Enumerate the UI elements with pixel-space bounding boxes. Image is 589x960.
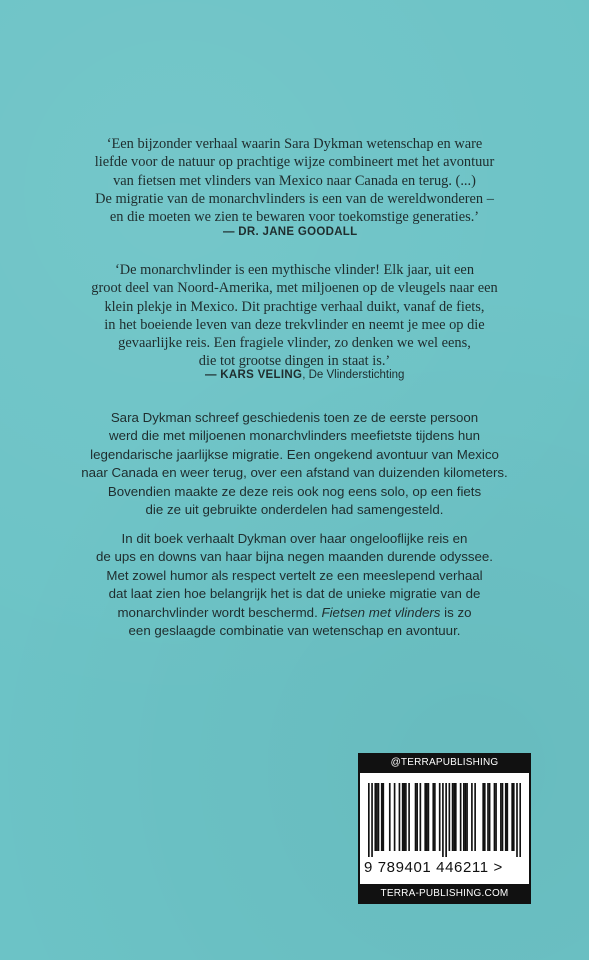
barcode-bar <box>445 783 447 857</box>
quote-line: ‘De monarchvlinder is een mythische vlinder! Elk jaar, uit een <box>114 262 475 278</box>
quote-line: van fietsen met vlinders van Mexico naar Canada en terug. (...) <box>113 172 476 189</box>
blurb-text: is zo <box>440 604 472 620</box>
blurb-line: de ups en downs van haar bijna negen maanden durende odyssee. <box>96 549 493 565</box>
barcode-bar <box>513 783 515 851</box>
barcode-bar <box>439 783 441 851</box>
barcode-bar <box>484 783 486 851</box>
barcode-bar <box>428 783 430 851</box>
barcode-panel <box>358 753 531 904</box>
blurb-line: Met zowel humor als respect vertelt ze een meeslepend verhaal <box>106 567 483 583</box>
blurb-line: een geslaagde combinatie van wetenschap en avontuur. <box>128 623 461 639</box>
publisher-website: TERRA-PUBLISHING.COM <box>358 884 531 904</box>
barcode-bar <box>452 783 454 851</box>
blurb-paragraph-2 <box>55 530 534 640</box>
barcode-bar <box>382 783 384 851</box>
barcode-bar <box>482 783 484 851</box>
quote-veling <box>60 261 529 371</box>
blurb-line: Sara Dykman schreef geschiedenis toen ze de eerste persoon <box>110 410 479 425</box>
attribution-veling <box>205 369 404 381</box>
barcode-bar <box>403 783 405 851</box>
barcode-bar <box>494 783 496 851</box>
barcode-bar <box>471 783 473 851</box>
barcode-bar <box>408 783 410 851</box>
quote-line: klein plekje in Mexico. Dit prachtige verhaal duikt, vanaf de fiets, <box>104 298 485 315</box>
barcode-bar <box>426 783 428 851</box>
book-title: Fietsen met vlinders <box>321 604 441 620</box>
barcode-bar <box>455 783 457 851</box>
quote-line: De migratie van de monarchvlinders is een van de wereldwonderen – <box>95 190 494 207</box>
attribution-org: , De Vlinderstichting <box>302 369 405 381</box>
barcode-bar <box>376 783 378 851</box>
barcode-bar <box>516 783 518 857</box>
quote-line: liefde voor de natuur op prachtige wijze combineert met het avontuur <box>94 154 495 171</box>
barcode-bar <box>505 783 507 851</box>
barcode-bar <box>434 783 436 851</box>
quote-line: en die moeten we zien te bewaren voor toekomstige generaties.’ <box>109 209 480 226</box>
quote-line: gevaarlijke reis. Een fragiele vlinder, zo denken we wel eens, <box>118 335 471 352</box>
isbn-digits: 9 789401 446211 > <box>364 859 503 876</box>
barcode-bar <box>424 783 426 851</box>
blurb-line: Bovendien maakte ze deze reis ook nog eens solo, op een fiets <box>107 483 482 499</box>
blurb-line: werd die met miljoenen monarchvlinders meefietste tijdens hun <box>108 428 481 444</box>
barcode-bar <box>489 783 491 851</box>
quote-line: ‘Een bijzonder verhaal waarin Sara Dykman wetenschap en ware <box>106 136 483 152</box>
attribution-goodall <box>223 226 357 238</box>
barcode-bar <box>502 783 504 851</box>
barcode-bar <box>463 783 465 851</box>
barcode-bar <box>405 783 407 851</box>
blurb-line: In dit boek verhaalt Dykman over haar ongelooflijke reis en <box>121 531 468 546</box>
barcode-bar <box>495 783 497 851</box>
barcode-bar <box>487 783 489 851</box>
barcode-bar <box>500 783 502 851</box>
blurb-text: monarchvlinder wordt beschermd. <box>117 604 318 620</box>
barcode-bar <box>432 783 434 851</box>
barcode-bar <box>442 783 444 857</box>
quote-line: groot deel van Noord-Amerika, met miljoenen op de vleugels naar een <box>91 280 498 297</box>
barcode-bar <box>460 783 462 851</box>
barcode-bar <box>394 783 396 851</box>
barcode-bar <box>399 783 401 851</box>
attribution-name: — KARS VELING <box>205 369 303 381</box>
blurb-paragraph-1 <box>55 409 534 519</box>
quote-line: in het boeiende leven van deze trekvlinder en neemt je mee op die <box>104 316 485 333</box>
attribution-name: — DR. JANE GOODALL <box>223 226 358 238</box>
barcode-graphic <box>368 783 521 857</box>
barcode-bar <box>381 783 383 851</box>
blurb-line <box>55 604 534 622</box>
quote-goodall <box>60 135 529 226</box>
barcode-bar <box>374 783 376 851</box>
quote-line: die tot grootse dingen in staat is.’ <box>198 353 391 370</box>
publisher-handle: @TERRAPUBLISHING <box>358 753 531 773</box>
blurb-line: legendarische jaarlijkse migratie. Een ongekend avontuur van Mexico <box>90 446 499 462</box>
barcode-bar <box>466 783 468 851</box>
barcode-bar <box>474 783 476 851</box>
barcode-bar <box>465 783 467 851</box>
barcode-bar <box>507 783 509 851</box>
barcode-bar <box>420 783 422 851</box>
blurb-line: dat laat zien hoe belangrijk het is dat de unieke migratie van de <box>108 586 481 602</box>
barcode-bar <box>368 783 370 857</box>
blurb-line: die ze uit gebruikte onderdelen had samengesteld. <box>145 502 444 518</box>
barcode-bar <box>402 783 404 851</box>
blurb-line: naar Canada en weer terug, over een afstand van duizenden kilometers. <box>81 465 508 481</box>
barcode-bar <box>378 783 380 851</box>
barcode-bar <box>416 783 418 851</box>
barcode-bar <box>415 783 417 851</box>
barcode-bar <box>519 783 521 857</box>
barcode-bar <box>449 783 451 851</box>
barcode-bar <box>389 783 391 851</box>
barcode-bar <box>371 783 373 857</box>
barcode-bar <box>453 783 455 851</box>
barcode-bar <box>511 783 513 851</box>
